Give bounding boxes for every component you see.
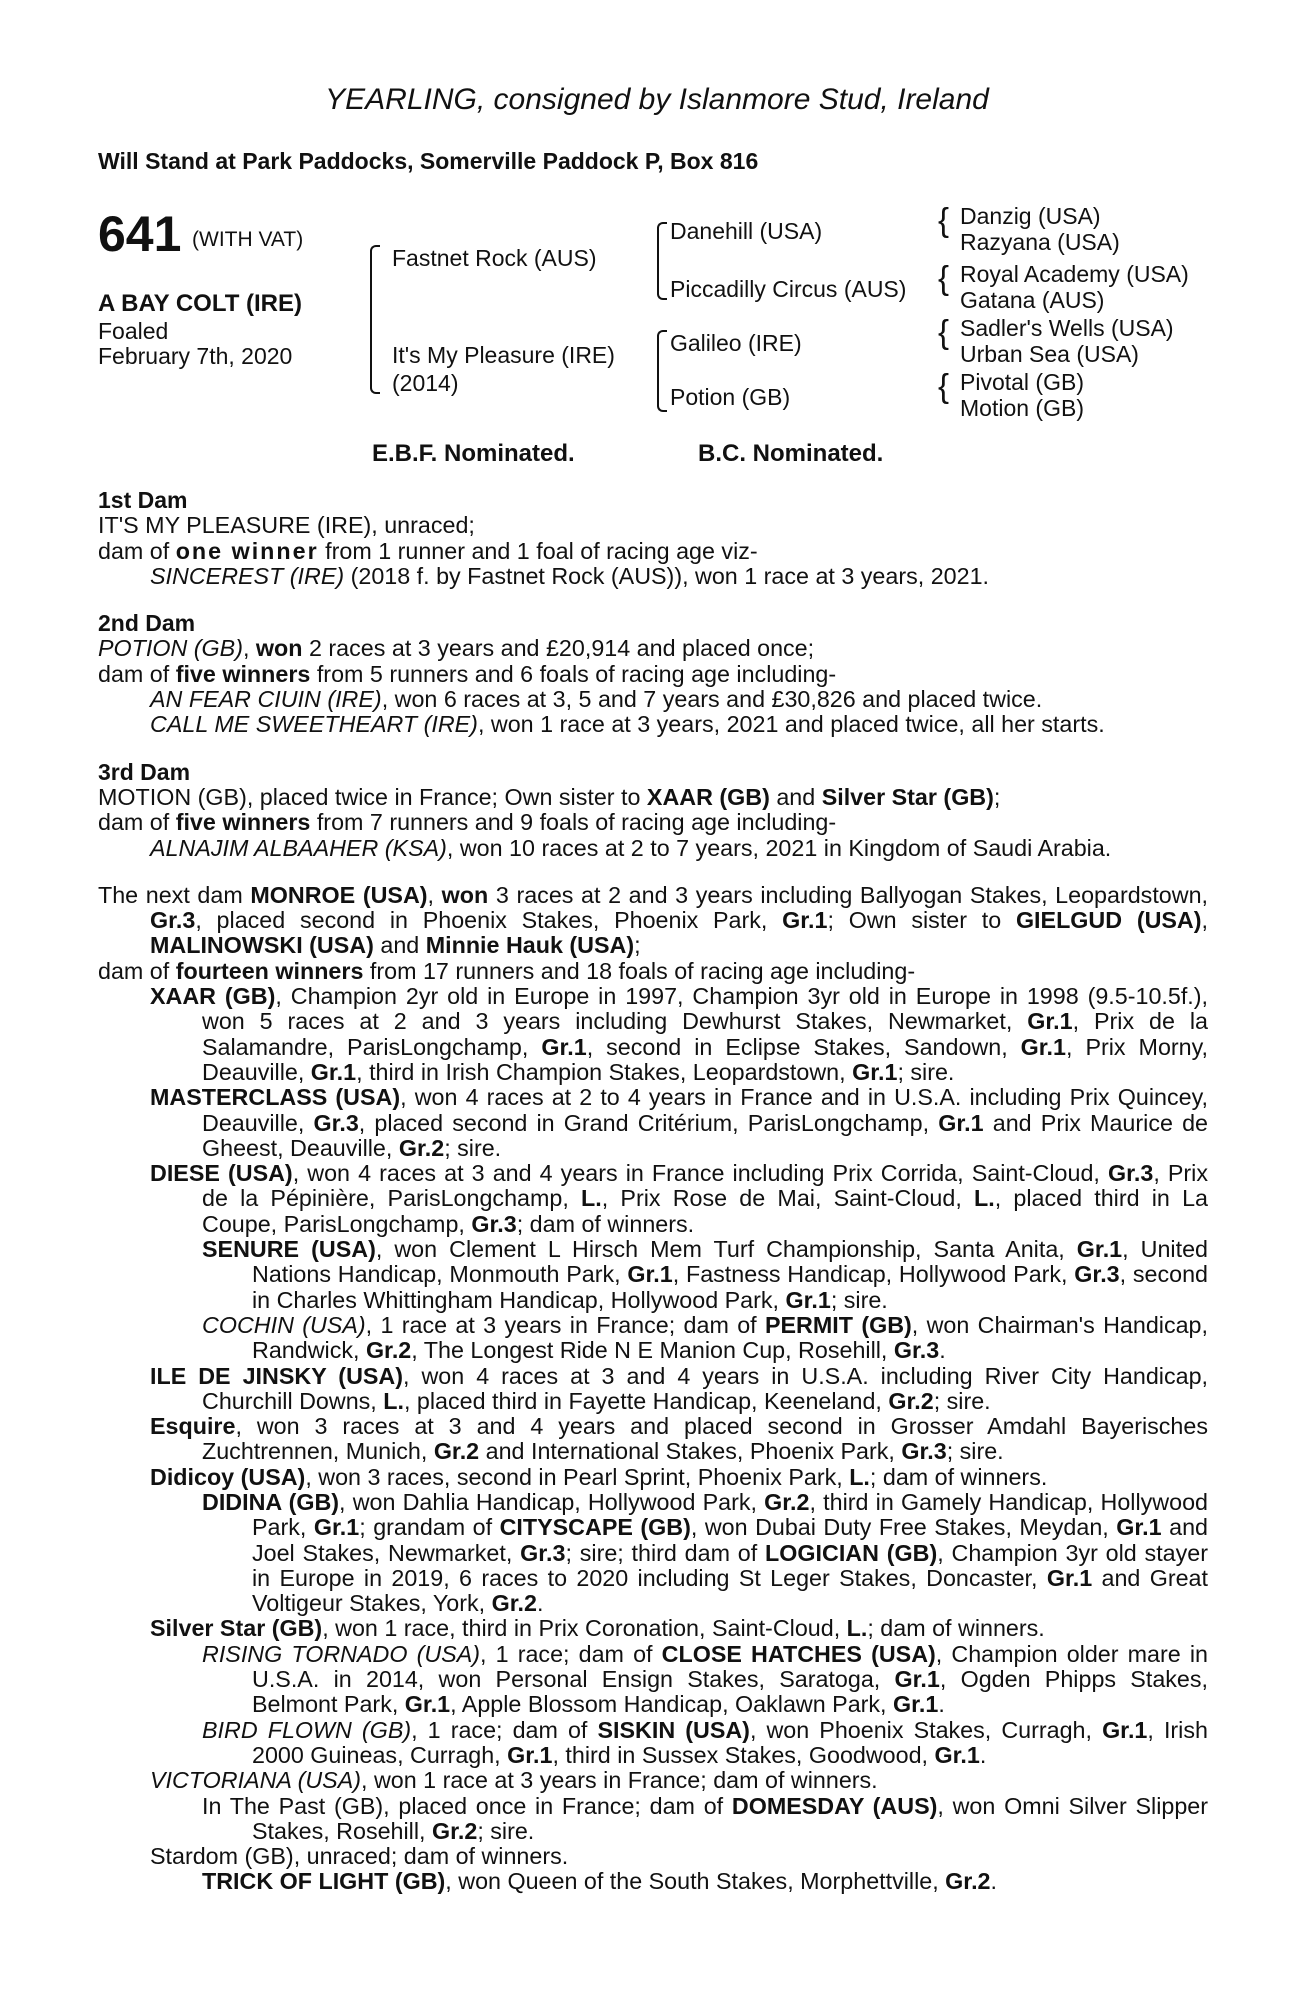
produce-entry: BIRD FLOWN (GB), 1 race; dam of SISKIN (USA), won Phoenix Stakes, Curragh, Gr.1, Irish 2000 Guineas, Curragh, Gr.1, third in Sussex Stakes, Goodwood, Gr.1. [202, 1716, 1208, 1768]
produce-entry: COCHIN (USA), 1 race at 3 years in France; dam of PERMIT (GB), won Chairman's Handicap, Randwick, Gr.2, The Longest Ride N E Manion Cup, Rosehill, Gr.3. [202, 1311, 1208, 1364]
produce-entry: TRICK OF LIGHT (GB), won Queen of the South Stakes, Morphettville, Gr.2. [202, 1868, 997, 1895]
produce-entry: MASTERCLASS (USA), won 4 races at 2 to 4 years in France and in U.S.A. including Prix Quincey, Deauville, Gr.3, placed second in Grand Critérium, ParisLongchamp, Gr.1 and Prix Maurice de Gheest, Deauville, Gr.2; sire. [150, 1084, 1209, 1161]
produce-entry: ILE DE JINSKY (USA), won 4 races at 3 and 4 years in U.S.A. including River City Handicap, Churchill Downs, L., placed third in Fayette Handicap, Keeneland, Gr.2; sire. [150, 1362, 1208, 1414]
next-dam-para: The next dam MONROE (USA), won 3 races at 2 and 3 years including Ballyogan Stakes, Leopardstown, Gr.3, placed second in Phoenix Stakes, Phoenix Park, Gr.1; Own sister to GIELGUD (USA), MALINOWSKI (USA) and Minnie Hauk (USA); [98, 881, 1209, 959]
pedigree-brace [657, 330, 667, 412]
lot-number: 641 [98, 206, 182, 262]
produce-entry: Stardom (GB), unraced; dam of winners. [150, 1843, 569, 1870]
pedigree-sds: Royal Academy (USA) [960, 261, 1189, 287]
foaled-date: February 7th, 2020 [98, 343, 293, 369]
pedigree-sire: Fastnet Rock (AUS) [392, 245, 597, 271]
pedigree-dss: Sadler's Wells (USA) [960, 315, 1174, 341]
pedigree-brace: { [938, 201, 950, 238]
first-dam-line: dam of one winner from 1 runner and 1 foal of racing age viz- [98, 537, 758, 564]
third-dam-line: ALNAJIM ALBAAHER (KSA), won 10 races at 2 to 7 years, 2021 in Kingdom of Saudi Arabia. [150, 834, 1112, 861]
first-dam-heading: 1st Dam [98, 487, 188, 513]
pedigree-brace: { [938, 367, 950, 404]
vat-note: (WITH VAT) [192, 228, 304, 251]
third-dam-heading: 3rd Dam [98, 758, 191, 785]
produce-entry: DIDINA (GB), won Dahlia Handicap, Hollywood Park, Gr.2, third in Gamely Handicap, Hollywood Park, Gr.1; grandam of CITYSCAPE (GB), won Dubai Duty Free Stakes, Meydan, Gr.1 and Joel Stakes, Newmarket, Gr.3; sire; third dam of LOGICIAN (GB), Champion 3yr old stayer in Europe in 2019, 6 races to 2020 including St Leger Stakes, Doncaster, Gr.1 and Great Voltigeur Stakes, York, Gr.2. [202, 1488, 1208, 1617]
produce-entry: VICTORIANA (USA), won 1 race at 3 years in France; dam of winners. [150, 1767, 878, 1794]
pedigree-ssd: Razyana (USA) [960, 229, 1120, 255]
second-dam-heading: 2nd Dam [98, 610, 196, 637]
pedigree-brace: { [938, 259, 950, 296]
pedigree-brace [657, 222, 667, 300]
stand-location: Will Stand at Park Paddocks, Somerville Paddock P, Box 816 [98, 148, 759, 174]
lot-name: A BAY COLT (IRE) [98, 290, 303, 317]
produce-entry: RISING TORNADO (USA), 1 race; dam of CLOSE HATCHES (USA), Champion older mare in U.S.A. in 2014, won Personal Ensign Stakes, Saratoga, Gr.1, Ogden Phipps Stakes, Belmont Park, Gr.1, Apple Blossom Handicap, Oaklawn Park, Gr.1. [202, 1640, 1209, 1718]
pedigree-sire-dam: Piccadilly Circus (AUS) [670, 276, 907, 302]
pedigree-sire-sire: Danehill (USA) [670, 218, 823, 244]
produce-entry: Silver Star (GB), won 1 race, third in Prix Coronation, Saint-Cloud, L.; dam of winners. [150, 1615, 1045, 1642]
second-dam-line: AN FEAR CIUIN (IRE), won 6 races at 3, 5 and 7 years and £30,826 and placed twice. [150, 686, 1043, 713]
produce-entry: In The Past (GB), placed once in France; dam of DOMESDAY (AUS), won Omni Silver Slipper Stakes, Rosehill, Gr.2; sire. [202, 1792, 1208, 1844]
first-dam-line: SINCEREST (IRE) (2018 f. by Fastnet Rock (AUS)), won 1 race at 3 years, 2021. [150, 562, 989, 589]
produce-entry: XAAR (GB), Champion 2yr old in Europe in 1997, Champion 3yr old in Europe in 1998 (9.5-10.5f.), won 5 races at 2 and 3 years including Dewhurst Stakes, Newmarket, Gr.1, Prix de la Salamandre, ParisLongchamp, Gr.1, second in Eclipse Stakes, Sandown, Gr.1, Prix Morny, Deauville, Gr.1, third in Irish Champion Stakes, Leopardstown, Gr.1; sire. [150, 983, 1209, 1085]
pedigree-dam-sire: Galileo (IRE) [670, 330, 802, 356]
produce-entry: SENURE (USA), won Clement L Hirsch Mem Turf Championship, Santa Anita, Gr.1, United Nations Handicap, Monmouth Park, Gr.1, Fastness Handicap, Hollywood Park, Gr.3, second in Charles Whittingham Handicap, Hollywood Park, Gr.1; sire. [202, 1236, 1208, 1313]
ebf-nomination: E.B.F. Nominated. [372, 440, 575, 467]
pedigree-dam-dam: Potion (GB) [670, 384, 791, 410]
next-dam-para: dam of fourteen winners from 17 runners and 18 foals of racing age including- [98, 957, 916, 984]
pedigree-sdd: Gatana (AUS) [960, 287, 1105, 313]
pedigree-sss: Danzig (USA) [960, 203, 1101, 229]
pedigree-ddd: Motion (GB) [960, 395, 1084, 421]
pedigree-dsd: Urban Sea (USA) [960, 341, 1139, 367]
produce-entry: Didicoy (USA), won 3 races, second in Pearl Sprint, Phoenix Park, L.; dam of winners. [150, 1463, 1048, 1490]
pedigree-brace [370, 245, 380, 394]
produce-entry: DIESE (USA), won 4 races at 3 and 4 years in France including Prix Corrida, Saint-Cloud, Gr.3, Prix de la Pépinière, ParisLongchamp, L., Prix Rose de Mai, Saint-Cloud, L., placed third in La Coupe, ParisLongchamp, Gr.3; dam of winners. [150, 1160, 1209, 1237]
bc-nomination: B.C. Nominated. [698, 440, 884, 467]
pedigree-dam: It's My Pleasure (IRE) [392, 342, 615, 368]
first-dam-line: IT'S MY PLEASURE (IRE), unraced; [98, 512, 475, 539]
pedigree-brace: { [938, 313, 950, 350]
catalogue-header: YEARLING, consigned by Islanmore Stud, Ireland [325, 83, 989, 116]
produce-entry: Esquire, won 3 races at 3 and 4 years and placed second in Grosser Amdahl Bayerisches Zuchtrennen, Munich, Gr.2 and International Stakes, Phoenix Park, Gr.3; sire. [150, 1413, 1208, 1465]
produce-record [98, 488, 1208, 1895]
second-dam-line: CALL ME SWEETHEART (IRE), won 1 race at 3 years, 2021 and placed twice, all her starts. [150, 711, 1105, 738]
pedigree-dds: Pivotal (GB) [960, 369, 1084, 395]
second-dam-line: POTION (GB), won 2 races at 3 years and £20,914 and placed once; [98, 635, 815, 662]
third-dam-line: dam of five winners from 7 runners and 9 foals of racing age including- [98, 809, 837, 836]
pedigree-dam-year: (2014) [392, 370, 459, 396]
third-dam-line: MOTION (GB), placed twice in France; Own sister to XAAR (GB) and Silver Star (GB); [98, 783, 1001, 810]
foaled-label: Foaled [98, 318, 169, 344]
second-dam-line: dam of five winners from 5 runners and 6 foals of racing age including- [98, 660, 837, 687]
